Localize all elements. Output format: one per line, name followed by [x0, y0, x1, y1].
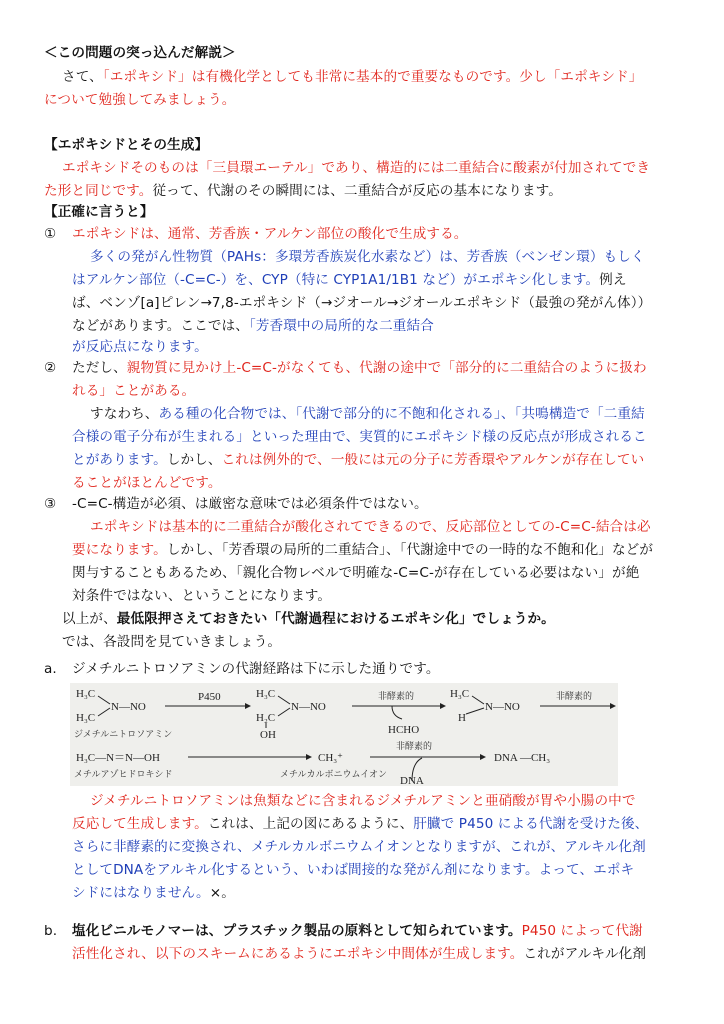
- item2-highlight-2: ある種の化合物では、「代謝で部分的に不飽和化される」、「共鳴構造で「二重結: [158, 406, 645, 422]
- item3-line-2: エポキシドは基本的に二重結合が酸化されてできるので、反応部位としての-C=C-結合は必: [90, 519, 651, 535]
- qb-line-2: [72, 945, 646, 963]
- qa-line-2: [72, 815, 648, 833]
- m2-h2c: H₂C: [256, 712, 276, 724]
- m2-h3c: H₃C: [256, 688, 276, 700]
- bond: [472, 696, 484, 704]
- intro-text: さて、: [62, 69, 103, 85]
- item1-line-6: が反応点になります。: [72, 339, 208, 355]
- item2-number: ②: [44, 360, 57, 376]
- item3-line-5: 対条件ではない、ということになります。: [72, 588, 332, 604]
- m2-oh: OH: [260, 729, 276, 741]
- item3-text: しかし、「芳香環の局所的二重結合」、「代謝途中での一時的な不飽和化」などが: [166, 542, 654, 558]
- item2-line-1: [72, 359, 647, 377]
- pathway-diagram: [70, 683, 618, 786]
- qa-text: これは、上記の図にあるように、: [207, 816, 414, 832]
- summary-line-2: では、各設問を見ていきましょう。: [62, 634, 282, 650]
- branch-arrow: [392, 706, 402, 719]
- label-dimethylnitrosamine: ジメチルニトロソアミン: [74, 730, 173, 740]
- item2-line-4: 合様の電子分布が生まれる」といった理由で、実質的にエポキシド様の反応点が形成されるこ: [72, 429, 647, 445]
- section-title-epoxide: 【エポキシドとその生成】: [44, 137, 209, 153]
- qa-line-1: ジメチルニトロソアミンは魚類などに含まれるジメチルアミンと亜硝酸が胃や小腸の中で: [90, 793, 636, 809]
- label-p450: P450: [198, 691, 221, 703]
- item1-number: ①: [44, 226, 57, 242]
- intro-line-1: [62, 68, 642, 86]
- qa-highlight: 反応して生成します。: [72, 816, 208, 832]
- qb-highlight-2: 活性化され、以下のスキームにあるようにエポキシ中間体が生成します。: [72, 946, 524, 962]
- item3-highlight: 要になります。: [72, 542, 167, 558]
- section1-line-1: エポキシドそのものは「三員環エーテル」であり、構造的には二重結合に酸素が付加されてでき: [62, 160, 651, 176]
- bond: [278, 708, 290, 716]
- qb-bold: 塩化ビニルモノマーは、プラスチック製品の原料として知られています。: [72, 923, 522, 939]
- item1-highlight-2: 「芳香環中の局所的な二重結合: [248, 318, 434, 334]
- item1-line-1: エポキシドは、通常、芳香族・アルケン部位の酸化で生成する。: [72, 226, 468, 242]
- bond: [98, 696, 110, 704]
- summary-bold: 最低限押さえておきたい「代謝過程におけるエポキシ化」でしょうか。: [116, 611, 555, 627]
- arrow-head: [245, 703, 251, 709]
- question-a-intro: ジメチルニトロソアミンの代謝経路は下に示した通りです。: [72, 661, 440, 677]
- bond: [98, 708, 110, 716]
- arrow-head: [610, 703, 616, 709]
- summary-text: 以上が、: [62, 611, 117, 627]
- qa-highlight-2: 肝臓で P450 による代謝を受けた後、: [413, 816, 649, 832]
- m3-h: H: [458, 712, 466, 724]
- item2-text-2: すなわち、: [90, 406, 159, 422]
- bond: [466, 708, 484, 714]
- item1-text: 例え: [599, 272, 627, 288]
- bond: [278, 696, 290, 704]
- item1-line-2: 多くの発がん性物質（PAHs：多環芳香族炭化水素など）は、芳香族（ベンゼン環）もしく: [90, 249, 645, 265]
- label-nonenzymatic-2: 非酵素的: [556, 692, 593, 702]
- qa-highlight-3: シドにはなりません。: [72, 885, 210, 901]
- item1-line-5: [72, 317, 434, 335]
- m1-n-no: N—NO: [111, 701, 146, 713]
- item3-line-3: [72, 541, 653, 559]
- label-dna: DNA: [400, 775, 424, 786]
- item1-highlight: はアルケン部位（-C=C-）を、CYP（特に CYP1A1/1B1 など）がエポキシ化します。: [72, 272, 600, 288]
- question-b-label: b.: [44, 923, 58, 939]
- qb-text: これがアルキル化剤: [523, 946, 647, 962]
- metabolic-pathway-figure: [70, 683, 618, 786]
- label-methylcarbonium: メチルカルボニウムイオン: [280, 770, 388, 780]
- item3-line-1: -C=C-構造が必須、は厳密な意味では必須条件ではない。: [72, 496, 428, 512]
- label-hcho: HCHO: [388, 724, 420, 736]
- m1-h3c-bottom: H₃C: [76, 712, 96, 724]
- item2-line-3: [90, 405, 645, 423]
- qa-answer: ×。: [209, 885, 235, 901]
- qa-line-5: [72, 884, 235, 902]
- qa-line-4: としてDNAをアルキル化するという、いわば間接的な発がん剤になります。よって、エポキ: [72, 862, 635, 878]
- m3-n-no: N—NO: [485, 701, 520, 713]
- intro-highlight: 「エポキシド」は有機化学としても非常に基本的で重要なものです。少し「エポキシド」: [102, 69, 643, 85]
- m4-diazo: H₃C—N＝N—OH: [76, 752, 160, 764]
- arrow-head: [440, 703, 446, 709]
- m3-h3c: H₃C: [450, 688, 470, 700]
- arrow-head: [306, 754, 312, 760]
- item2-text: ただし、: [72, 360, 127, 376]
- label-ch3-plus: CH₃⁺: [318, 752, 343, 764]
- section-title-precise: 【正確に言うと】: [44, 204, 154, 220]
- item3-number: ③: [44, 496, 57, 512]
- item3-line-4: 関与することもあるため、「親化合物レベルで明確な-C=C-が存在している必要はない」が絶: [72, 565, 640, 581]
- qa-line-3: さらに非酵素的に変換され、メチルカルボニウムイオンとなりますが、これが、アルキル化剤: [72, 839, 646, 855]
- item2-highlight-4: これは例外的で、一般には元の分子に芳香環やアルケンが存在してい: [221, 452, 645, 468]
- label-methylazohydroxide: メチルアゾヒドロキシド: [74, 770, 173, 780]
- intro-line-2: について勉強してみましょう。: [44, 92, 236, 108]
- item2-line-5: [72, 451, 644, 469]
- item2-highlight-3: とがあります。: [72, 452, 167, 468]
- qb-highlight: P450 によって代謝: [521, 923, 643, 939]
- question-a-label: a.: [44, 661, 57, 677]
- item2-line-6: ることがほとんどです。: [72, 475, 222, 491]
- m1-h3c-top: H₃C: [76, 688, 96, 700]
- item2-highlight: 親物質に見かけ上-C=C-がなくても、代謝の途中で「部分的に二重結合のように扱わ: [126, 360, 647, 376]
- item1-text-2: などがあります。ここでは、: [72, 318, 249, 334]
- m2-n-no: N—NO: [291, 701, 326, 713]
- item1-line-4: ば、ベンゾ[a]ピレン→7,8-エポキシド（→ジオール→ジオールエポキシド（最強の発がん体））: [72, 295, 652, 311]
- item1-line-3: [72, 271, 627, 289]
- summary-line-1: [62, 610, 555, 628]
- arrow-head: [480, 754, 486, 760]
- page-heading: ＜この問題の突っ込んだ解説＞: [44, 45, 236, 61]
- section1-line-2: [44, 182, 562, 200]
- label-nonenzymatic-3: 非酵素的: [396, 742, 433, 752]
- section1-highlight: た形と同じです。: [44, 183, 153, 199]
- item2-text-3: しかし、: [166, 452, 222, 468]
- label-nonenzymatic-1: 非酵素的: [378, 692, 415, 702]
- label-dna-ch3: DNA —CH₃: [494, 752, 551, 764]
- qb-line-1: [72, 922, 643, 940]
- section1-text: 従って、代謝のその瞬間には、二重結合が反応の基本になります。: [152, 183, 562, 199]
- item2-line-2: れる」ことがある。: [72, 383, 196, 399]
